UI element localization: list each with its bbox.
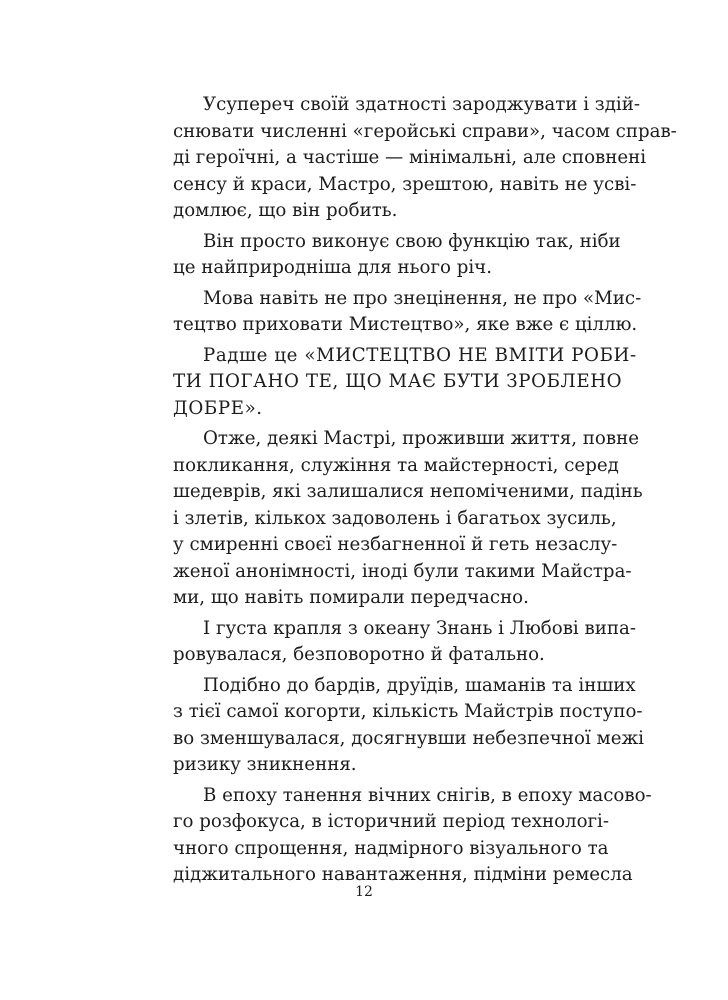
paragraph-4 — [173, 343, 637, 423]
text-line: з тієї самої когорти, кількість Майстрів поступо- — [173, 701, 643, 722]
paragraph-7 — [173, 673, 645, 779]
text-line: Він просто виконує свою функцію так, ніби — [203, 230, 621, 252]
text-line: Усупереч своїй здатності зароджувати і здій- — [203, 94, 640, 115]
text-line: ровувалася, безповоротно й фатально. — [173, 644, 545, 665]
paragraph-5 — [173, 426, 643, 612]
text-line: Подібно до бардів, друїдів, шаманів та інших — [203, 674, 636, 696]
paragraph-3 — [173, 286, 642, 339]
text-line: діджитального навантаження, підміни ремесла — [173, 864, 633, 885]
text-line: у смиренні своєї незбагненної й геть незаслу- — [173, 534, 618, 555]
text-line: ДОБРЕ». — [173, 397, 263, 419]
body-text — [173, 92, 677, 893]
text-line: ми, що навіть помирали передчасно. — [173, 587, 529, 608]
text-line: ді героїчні, а частіше — мінімальні, але сповнені — [173, 147, 647, 168]
paragraph-2 — [173, 229, 621, 282]
page-number: 12 — [355, 884, 373, 900]
text-line: го розфокуса, в історичний період технологі- — [173, 811, 610, 832]
text-line: тецтво приховати Мистецтво», яке вже є ціллю. — [173, 314, 638, 335]
text-line: Радше це «МИСТЕЦТВО НЕ ВМІТИ РОБИ- — [203, 344, 637, 366]
text-line: шедеврів, які залишалися непоміченими, падінь — [173, 481, 643, 502]
text-line: покликання, служіння та майстерності, серед — [173, 454, 619, 476]
text-line: Мова навіть не про знецінення, не про «Мис- — [203, 287, 642, 309]
paragraph-8 — [173, 783, 652, 889]
text-line: снювати численні «геройські справи», часом справ- — [173, 120, 677, 142]
text-line: І густа крапля з океану Знань і Любові випа- — [203, 617, 637, 639]
text-line: женої анонімності, іноді були такими Майстра- — [173, 560, 632, 582]
text-line: домлює, що він робить. — [173, 200, 398, 221]
text-line: В епоху танення вічних снігів, в епоху масово- — [203, 784, 652, 806]
paragraph-6 — [173, 616, 637, 669]
text-line: ТИ ПОГАНО ТЕ, ЩО МАЄ БУТИ ЗРОБЛЕНО — [173, 371, 623, 392]
text-line: чного спрощення, надмірного візуального та — [173, 837, 609, 859]
text-line: і злетів, кількох задоволень і багатьох зусиль, — [173, 507, 617, 529]
text-line: во зменшувалася, досягнувши небезпечної межі — [173, 727, 645, 749]
text-line: ризику зникнення. — [173, 754, 357, 775]
text-line: сенсу й краси, Мастро, зрештою, навіть не усві- — [173, 173, 637, 195]
paragraph-1 — [173, 92, 677, 225]
text-line: Отже, деякі Мастрі, проживши життя, повне — [203, 428, 639, 449]
text-line: це найприродніша для нього річ. — [173, 257, 492, 278]
